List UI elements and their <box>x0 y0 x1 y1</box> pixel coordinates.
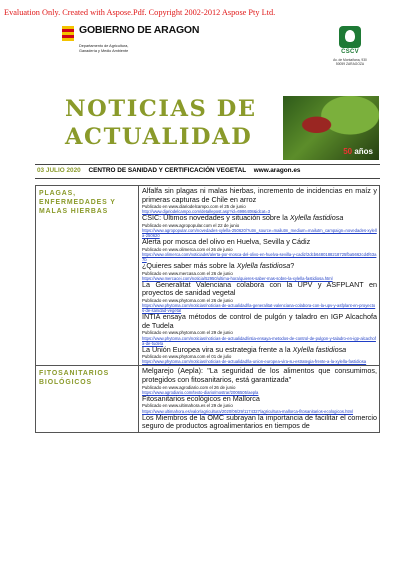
evaluation-watermark: Evaluation Only. Created with Aspose.Pdf. Copyright 2002-2012 Aspose Pty Ltd. <box>4 8 276 17</box>
news-published: Publicado en www.phytoma.com el 29 de junio <box>142 330 233 336</box>
cscv-name: CSCV <box>341 49 359 55</box>
section-row-plagas <box>36 186 380 366</box>
news-item <box>142 262 377 281</box>
news-item <box>142 395 377 414</box>
issue-info-row <box>37 167 300 174</box>
issuing-center: CENTRO DE SANIDAD Y CERTIFICACIÓN VEGETAL <box>88 167 247 174</box>
news-item <box>142 238 377 262</box>
news-item <box>142 214 377 238</box>
website: www.aragon.es <box>253 167 301 174</box>
section-row-fitosanitarios <box>36 366 380 432</box>
news-item <box>142 414 377 431</box>
news-item <box>142 187 377 214</box>
news-link[interactable]: https://www.agropopular.com/novedades-xylella-250620/?utm_source=mailutm_medium=mailutm_campaign=novedades-xylella-250620 <box>142 228 377 239</box>
news-table <box>35 185 380 433</box>
news-published: Publicado en www.mercasa.com el 26 de junio <box>142 270 233 276</box>
category-cell: PLAGAS, ENFERMEDADES Y MALAS HIERBAS <box>36 186 139 366</box>
news-link[interactable]: https://www.olimerca.com/noticiadet/alerta-por-mosca-del-olivo-en-huelva-sevilla-y-cadiz/2dcb6480188218725fba5662cd4f63a7b <box>142 251 377 262</box>
news-item <box>142 367 377 394</box>
cscv-logo <box>330 26 370 66</box>
news-published: Publicado en www.ultimahora.es el 29 de junio <box>142 403 233 409</box>
news-link[interactable]: https://www.mercacei.com/noticia/52950/ultima-hora/quieres-saber-mas-sobre-la-xylella-fastidiosa.html <box>142 275 333 281</box>
news-headline: Melgarejo (Aepla): "La seguridad de los alimentos que consumimos, protegidos con fitosanitarios, está garantizada" <box>142 366 377 384</box>
news-link[interactable]: https://www.phytoma.com/noticias/noticias-de-actualidad/intia-ensaya-metodos-de-control-de-pulgon-y-taladro-en-igp-alcachofa-de-tudela <box>142 335 376 346</box>
header-divider-top <box>35 164 380 165</box>
news-item <box>142 313 377 345</box>
news-published: Publicado en www.agrodiario.com el 26 de junio <box>142 384 236 390</box>
news-link[interactable]: https://www.phytoma.com/noticias/noticias-de-actualidad/la-generalitat-valenciana-colabora-con-la-upv-y-asfplant-en-proyectos-de-sanidad-vegetal <box>142 303 376 314</box>
anniversary-badge: 50 años <box>343 147 373 156</box>
news-items-cell <box>139 366 380 432</box>
news-link[interactable]: https://www.ultimahora.es/valor/agricultura/2020/06/29/1174327/agricultura-mallorca-fitosanitarios-ecologicos.html <box>142 408 354 414</box>
news-headline: Los Miembros de la OMC subrayan la importancia de facilitar el comercio seguro de productos agroalimentarios en tiempos de <box>142 412 377 431</box>
news-headline: CSIC: Últimos novedades y situación sobre la Xylella fastidiosa <box>142 213 344 223</box>
news-headline: La Generalitat Valenciana colabora con la UPV y ASFPLANT en proyectos de sanidad vegetal <box>142 279 377 298</box>
newsletter-title: NOTICIAS DE ACTUALIDAD <box>65 96 257 150</box>
news-published: Publicado en www.olimerca.com el 26 de junio <box>142 246 233 252</box>
news-headline: La Unión Europea vira su estrategia frente a la Xylella fastidiosa <box>142 344 347 354</box>
gov-department: Departamento de Agricultura, Ganadería y Medio Ambiente <box>79 44 129 53</box>
news-published: Publicado en www.agropopular.com el 22 de junio <box>142 222 240 228</box>
news-headline: Fitosanitarios ecológicos en Mallorca <box>142 393 260 403</box>
cscv-emblem-icon <box>339 26 361 48</box>
gov-name: GOBIERNO DE ARAGON <box>79 24 200 36</box>
news-headline: INTIA ensaya métodos de control de pulgón y taladro en IGP Alcachofa de Tudela <box>142 312 377 330</box>
news-published: Publicado en www.diariodelcampo.com el 25 de junio <box>142 204 246 210</box>
aragon-flag-icon <box>62 26 74 41</box>
issue-date: 03 JULIO 2020 <box>37 167 81 174</box>
news-link[interactable]: https://www.agrodiario.com/texto-diario/mostrar/2006505/aepla <box>142 389 259 395</box>
header-divider-bottom <box>35 178 380 179</box>
news-headline: Alerta por mosca del olivo en Huelva, Sevilla y Cádiz <box>142 237 311 247</box>
news-link[interactable]: https://www.phytoma.com/noticias/noticias-de-actualidad/la-union-europea-vira-su-estrategia-frente-a-la-xylella-fastidiosa <box>142 359 367 365</box>
cscv-address: Av. de Montañana, 930 50059 ZARAGOZA <box>333 58 367 66</box>
category-cell: FITOSANITARIOS BIOLÓGICOS <box>36 366 139 432</box>
news-published: Publicado en www.phytoma.com el 26 de junio <box>142 297 233 303</box>
news-published: Publicado en www.phytoma.com el 01 de julio <box>142 354 232 360</box>
news-link[interactable]: http://www.diariodelcampo.com/detallepost.asp?id=6986408&idcat=3 <box>142 209 271 215</box>
news-headline: ¿Quieres saber más sobre la Xylella fastidiosa? <box>142 260 295 270</box>
ladybug-photo <box>283 96 379 160</box>
news-headline: Alfalfa sin plagas ni malas hierbas, incremento de incidencias en maíz y primeras capturas de Chile en arroz <box>142 186 377 204</box>
news-item <box>142 281 377 313</box>
news-item <box>142 346 377 365</box>
news-items-cell <box>139 186 380 366</box>
